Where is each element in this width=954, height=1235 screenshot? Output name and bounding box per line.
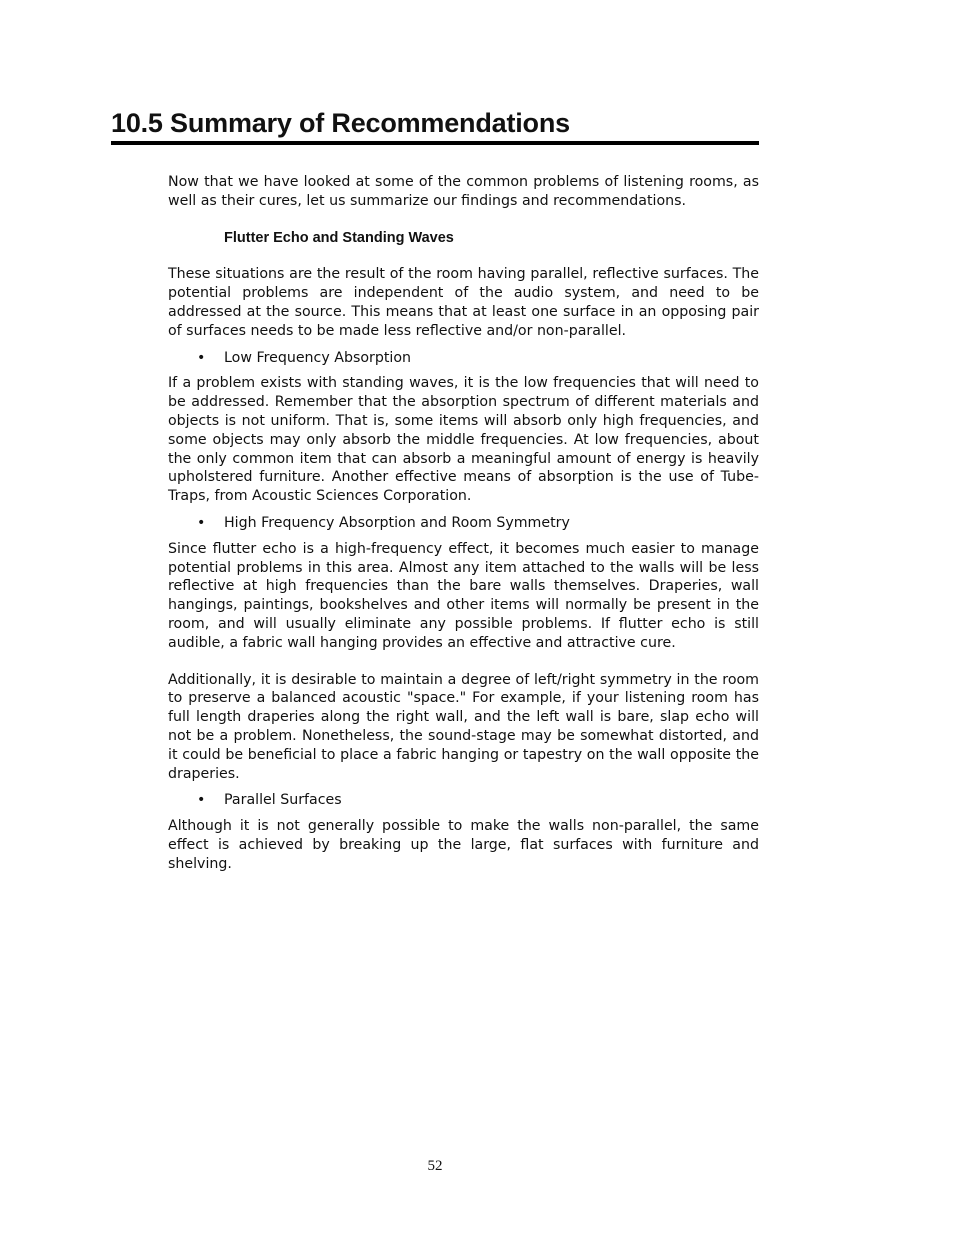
- paragraph-flutter-standing: These situations are the result of the room having parallel, reflective surfaces. The potential problems are independent of the audio system, and need to be addressed at the source. This means that at least one surface in an opposing pair of surfaces needs to be made less reflective and/or non-parallel.: [168, 266, 759, 339]
- bullet-label: Low Frequency Absorption: [224, 349, 412, 366]
- intro-paragraph: Now that we have looked at some of the common problems of listening rooms, as well as their cures, let us summarize our findings and recommendations.: [168, 174, 759, 209]
- paragraph-symmetry: Additionally, it is desirable to maintain a degree of left/right symmetry in the room to preserve a balanced acoustic "space." For example, if your listening room has full length draperies along the right wall, and the left wall is bare, slap echo will not be a problem. Nonetheless, the sound-stage may be somewhat distorted, and it could be beneficial to place a fabric hanging or tapestry on the wall opposite the draperies.: [168, 671, 759, 782]
- paragraph-parallel-surfaces: Although it is not generally possible to make the walls non-parallel, the same effect is achieved by breaking up the large, flat surfaces with furniture and shelving.: [168, 818, 759, 872]
- bullet-item-parallel-surfaces: [168, 791, 759, 810]
- bullet-item-low-frequency: [168, 349, 759, 368]
- bullet-label: Parallel Surfaces: [224, 792, 342, 809]
- bullet-icon: •: [197, 792, 206, 809]
- bullet-icon: •: [197, 514, 206, 531]
- subheading: Flutter Echo and Standing Waves: [224, 229, 454, 246]
- bullet-icon: •: [197, 349, 206, 366]
- paragraph-low-frequency: If a problem exists with standing waves, it is the low frequencies that will need to be addressed. Remember that the absorption spectrum of different materials and objects is not uniform. That is, some items will absorb only high frequencies, and some objects may only absorb the middle frequencies. At low frequencies, about the only common item that can absorb a meaningful amount of energy is heavily upholstered furniture. Another effective means of absorption is the use of Tube-Traps, from Acoustic Sciences Corporation.: [168, 375, 759, 505]
- section-heading: 10.5 Summary of Recommendations: [111, 106, 759, 145]
- bullet-label: High Frequency Absorption and Room Symmetry: [224, 514, 570, 531]
- bullet-item-high-frequency: [168, 514, 759, 533]
- page-number: 52: [427, 1158, 443, 1174]
- paragraph-high-frequency: Since flutter echo is a high-frequency effect, it becomes much easier to manage potential problems in this area. Almost any item attached to the walls will be less reflective at high frequencies than the bare walls themselves. Draperies, wall hangings, paintings, bookshelves and other items will normally be present in the room, and will usually eliminate any possible problems. If flutter echo is still audible, a fabric wall hanging provides an effective and attractive cure.: [168, 540, 759, 651]
- body-text: [168, 173, 759, 874]
